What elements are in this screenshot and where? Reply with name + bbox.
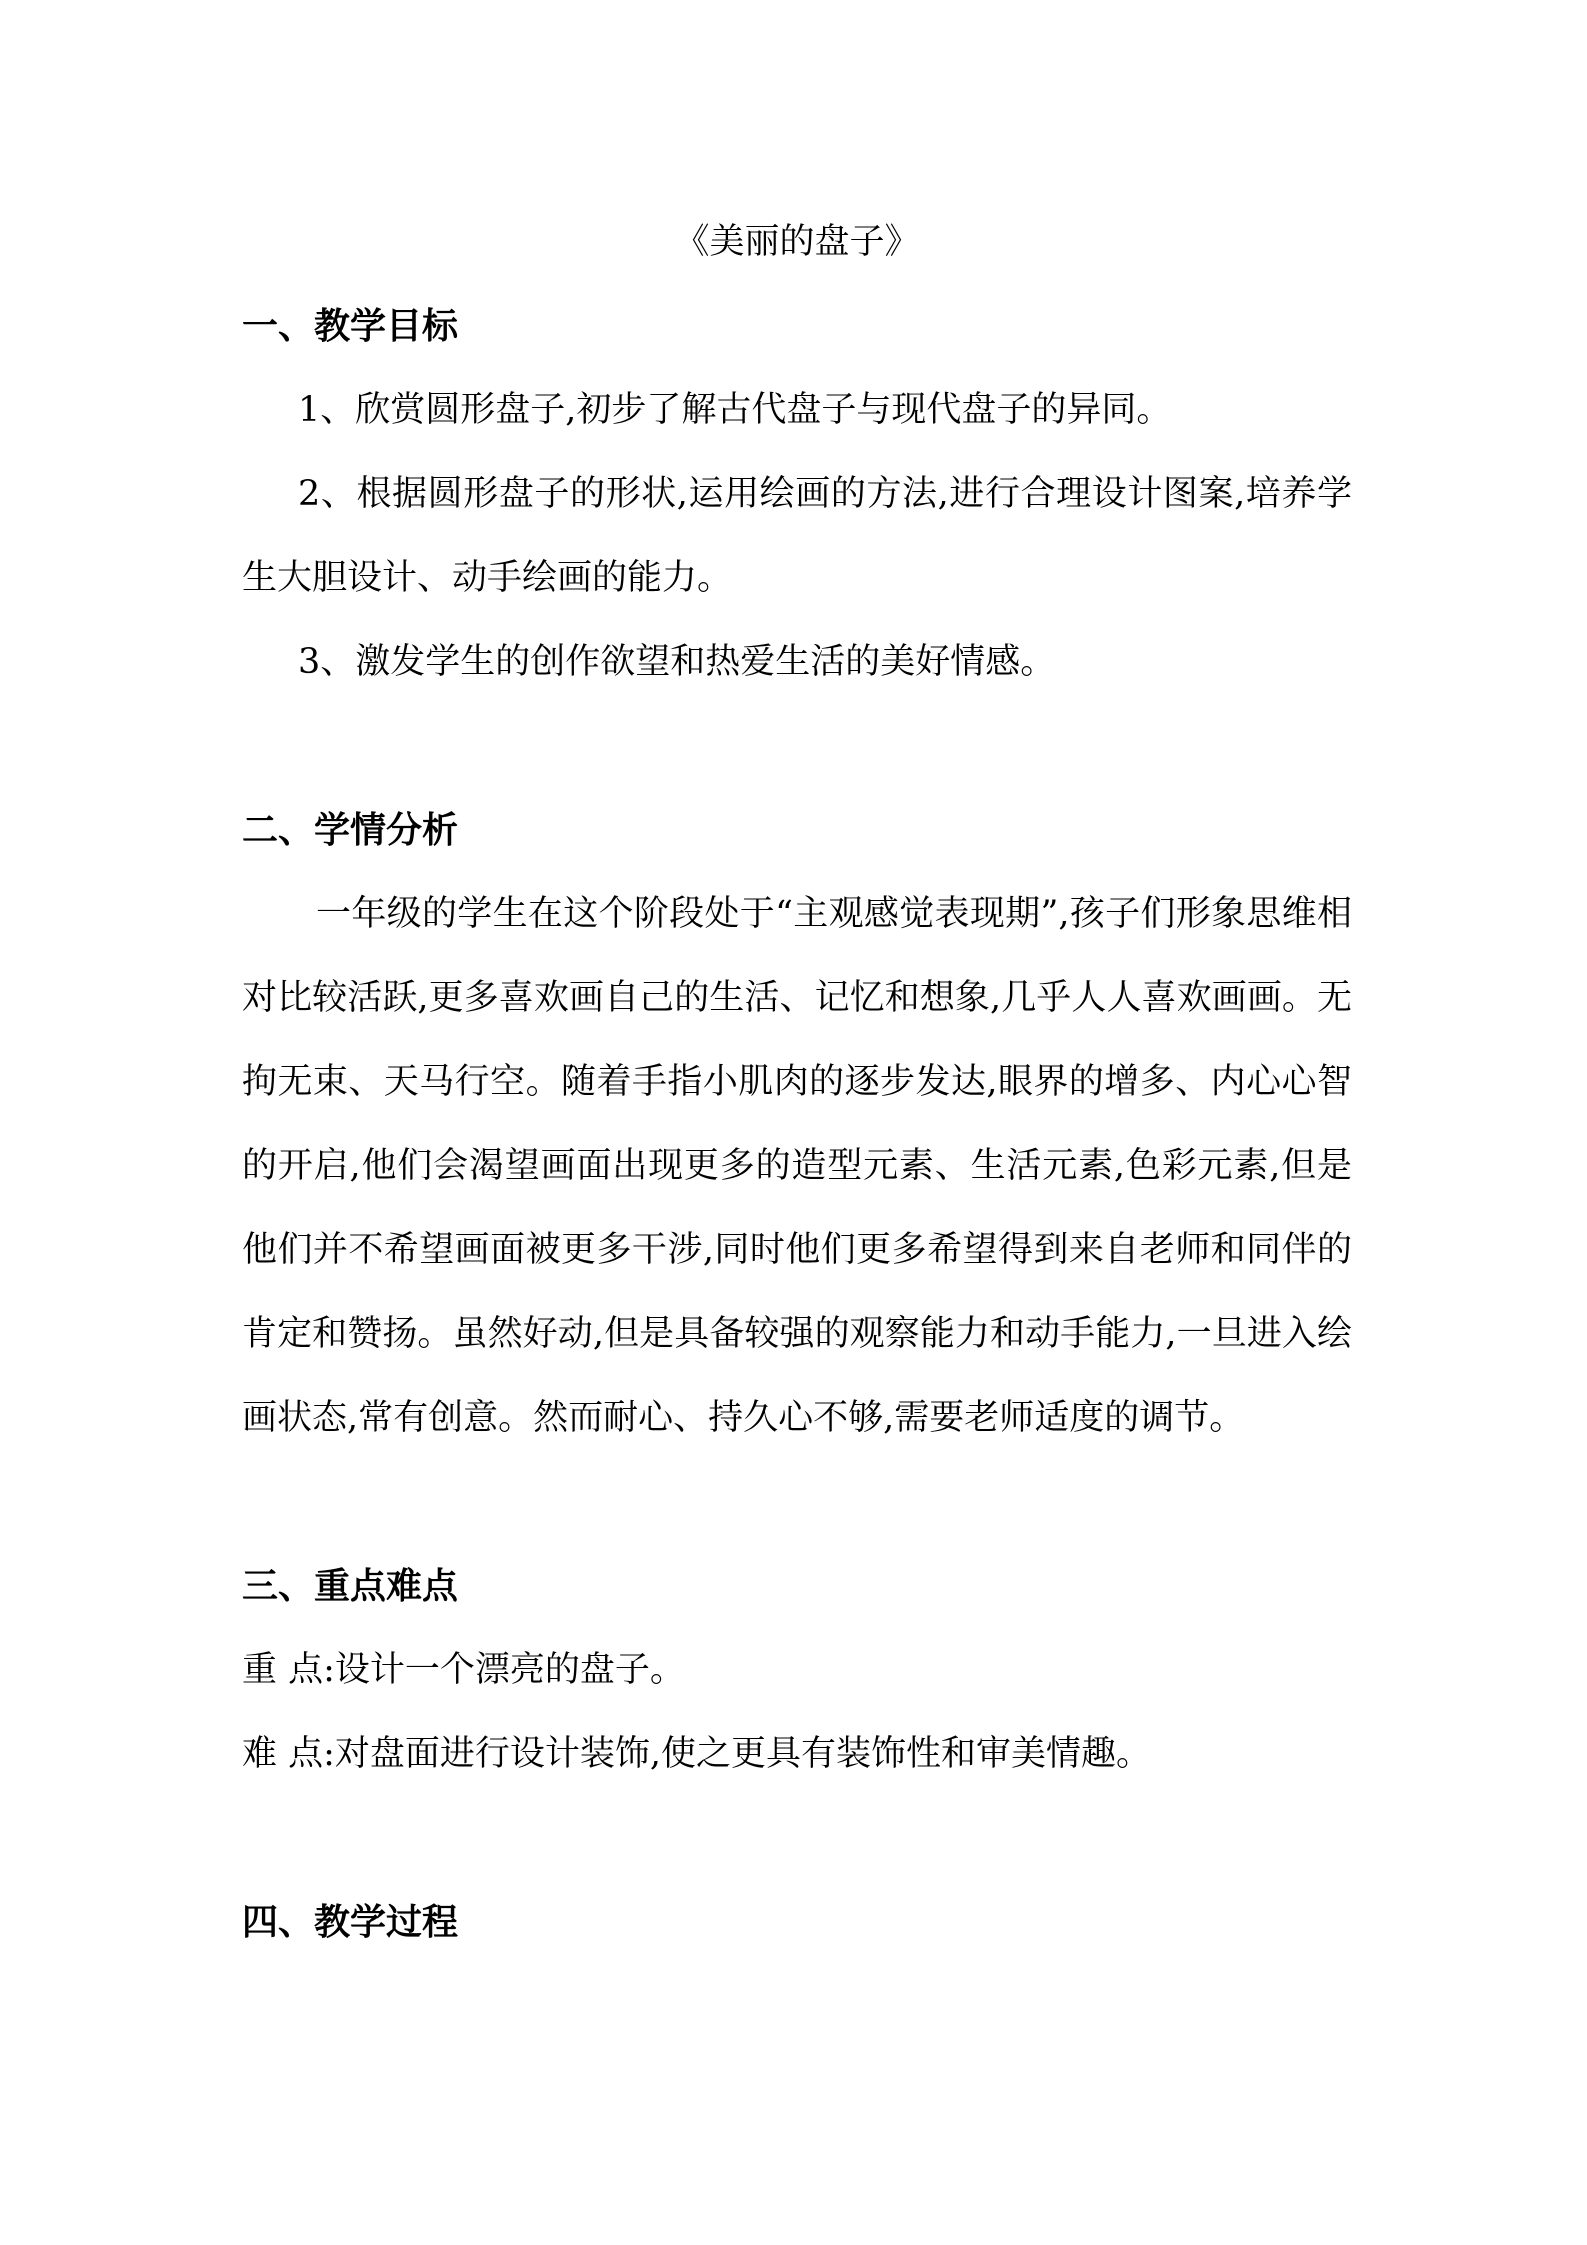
analysis-paragraph: 一年级的学生在这个阶段处于“主观感觉表现期”,孩子们形象思维相对比较活跃,更多喜欢画自己的生活、记忆和想象,几乎人人喜欢画画。无拘无束、天马行空。随着手指小肌肉的逐步发达,眼界的增多、内心心智的开启,他们会渴望画面出现更多的造型元素、生活元素,色彩元素,但是他们并不希望画面被更多干涉,同时他们更多希望得到来自老师和同伴的肯定和赞扬。虽然好动,但是具备较强的观察能力和动手能力,一旦进入绘画状态,常有创意。然而耐心、持久心不够,需要老师适度的调节。 bbox=[242, 894, 1352, 1438]
section-teaching-goals bbox=[242, 284, 1352, 704]
section-spacer bbox=[242, 704, 1352, 788]
section-heading: 一、教学目标 bbox=[242, 305, 459, 347]
section-student-analysis bbox=[242, 788, 1352, 1460]
goal-item-2: 2、根据圆形盘子的形状,运用绘画的方法,进行合理设计图案,培养学生大胆设计、动手绘画的能力。 bbox=[242, 474, 1352, 598]
section-spacer bbox=[242, 1460, 1352, 1544]
section-heading: 四、教学过程 bbox=[242, 1901, 459, 1943]
section-spacer bbox=[242, 1796, 1352, 1880]
section-heading: 二、学情分析 bbox=[242, 809, 459, 851]
goal-item-1: 1、欣赏圆形盘子,初步了解古代盘子与现代盘子的异同。 bbox=[298, 390, 1172, 430]
document-content bbox=[242, 200, 1352, 1964]
difficult-point-item: 难 点:对盘面进行设计装饰,使之更具有装饰性和审美情趣。 bbox=[242, 1734, 1152, 1774]
goal-item-3: 3、激发学生的创作欲望和热爱生活的美好情感。 bbox=[298, 642, 1056, 682]
key-point-item: 重 点:设计一个漂亮的盘子。 bbox=[242, 1650, 685, 1690]
document-title: 《美丽的盘子》 bbox=[674, 222, 920, 262]
section-teaching-process bbox=[242, 1880, 1352, 1964]
section-heading: 三、重点难点 bbox=[242, 1565, 459, 1607]
section-key-points bbox=[242, 1544, 1352, 1796]
